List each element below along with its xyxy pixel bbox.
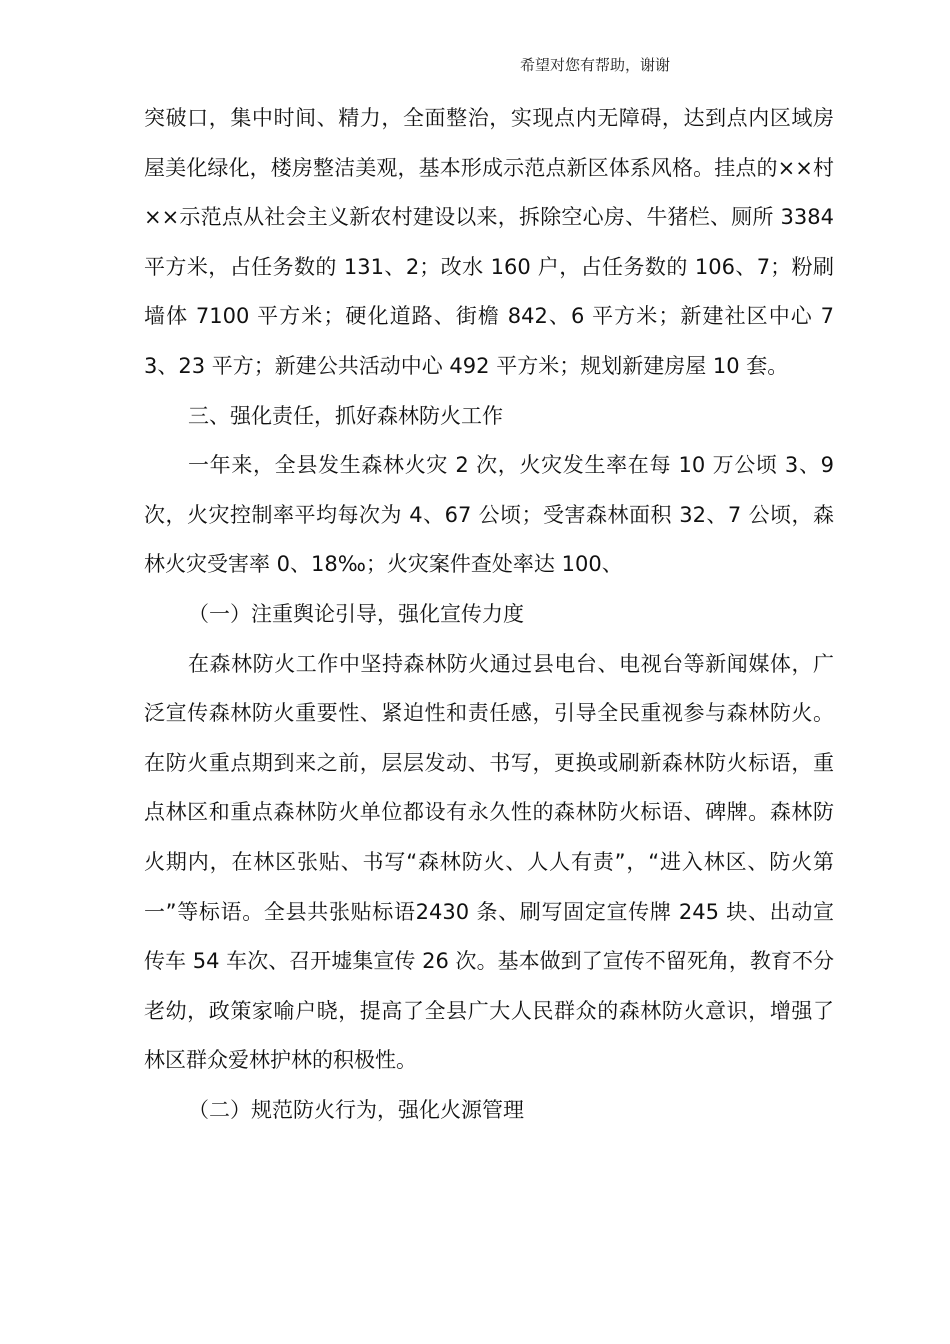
document-body	[144, 94, 834, 1135]
subheading-1: （一）注重舆论引导，强化宣传力度	[188, 601, 524, 626]
paragraph-continuation: 突破口，集中时间、精力，全面整治，实现点内无障碍，达到点内区域房屋美化绿化，楼房整洁美观，基本形成示范点新区体系风格。挂点的××村××示范点从社会主义新农村建设以来，拆除空心房、牛猪栏、厕所 3384 平方米，占任务数的 131、2；改水 160 户，占任务数的 106、7；粉刷墙体 7100 平方米；硬化道路、街檐 842、6 平方米；新建社区中心 73、23 平方；新建公共活动中心 492 平方米；规划新建房屋 10 套。	[144, 106, 834, 378]
paragraph-publicity: 在森林防火工作中坚持森林防火通过县电台、电视台等新闻媒体，广泛宣传森林防火重要性、紧迫性和责任感，引导全民重视参与森林防火。在防火重点期到来之前，层层发动、书写，更换或刷新森林防火标语，重点林区和重点森林防火单位都设有永久性的森林防火标语、碑牌。森林防火期内，在林区张贴、书写“森林防火、人人有责”，“进入林区、防火第一”等标语。全县共张贴标语2430 条、刷写固定宣传牌 245 块、出动宣传车 54 车次、召开墟集宣传 26 次。基本做到了宣传不留死角，教育不分老幼，政策家喻户晓，提高了全县广大人民群众的森林防火意识，增强了林区群众爱林护林的积极性。	[144, 651, 834, 1073]
page-header: 希望对您有帮助，谢谢	[520, 56, 671, 74]
subheading-2: （二）规范防火行为，强化火源管理	[188, 1097, 524, 1122]
section-heading-3: 三、强化责任，抓好森林防火工作	[188, 403, 503, 428]
paragraph-fire-stats: 一年来，全县发生森林火灾 2 次，火灾发生率在每 10 万公顷 3、9 次，火灾控制率平均每次为 4、67 公顷；受害森林面积 32、7 公顷，森林火灾受害率 0、18‰；火灾案件查处率达 100、	[144, 453, 834, 577]
